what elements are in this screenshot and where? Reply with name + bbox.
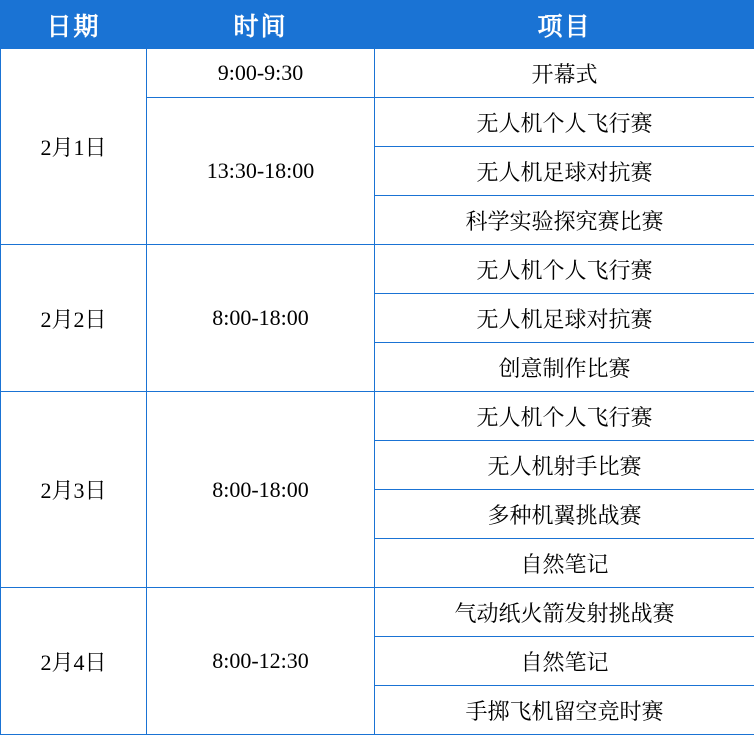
table-header [1,1,754,49]
column-header-item: 项目 [375,1,754,49]
cell-item: 创意制作比赛 [375,343,754,392]
table-row [1,49,754,98]
cell-item: 自然笔记 [375,637,754,686]
table-row [1,245,754,294]
cell-date: 2月4日 [1,588,147,735]
cell-time: 8:00-12:30 [147,588,375,735]
cell-item: 无人机射手比赛 [375,441,754,490]
cell-time: 8:00-18:00 [147,392,375,588]
cell-date: 2月1日 [1,49,147,245]
table-row [1,392,754,441]
cell-item: 手掷飞机留空竞时赛 [375,686,754,735]
table-row [1,588,754,637]
cell-item: 无人机足球对抗赛 [375,294,754,343]
cell-item: 多种机翼挑战赛 [375,490,754,539]
cell-time: 8:00-18:00 [147,245,375,392]
cell-item: 无人机足球对抗赛 [375,147,754,196]
cell-item: 开幕式 [375,49,754,98]
cell-time: 9:00-9:30 [147,49,375,98]
cell-item: 气动纸火箭发射挑战赛 [375,588,754,637]
cell-item: 无人机个人飞行赛 [375,392,754,441]
table-body [1,49,754,735]
cell-date: 2月2日 [1,245,147,392]
cell-item: 自然笔记 [375,539,754,588]
table-header-row [1,1,754,49]
cell-date: 2月3日 [1,392,147,588]
cell-item: 无人机个人飞行赛 [375,98,754,147]
cell-item: 科学实验探究赛比赛 [375,196,754,245]
cell-item: 无人机个人飞行赛 [375,245,754,294]
column-header-date: 日期 [1,1,147,49]
column-header-time: 时间 [147,1,375,49]
cell-time: 13:30-18:00 [147,98,375,245]
